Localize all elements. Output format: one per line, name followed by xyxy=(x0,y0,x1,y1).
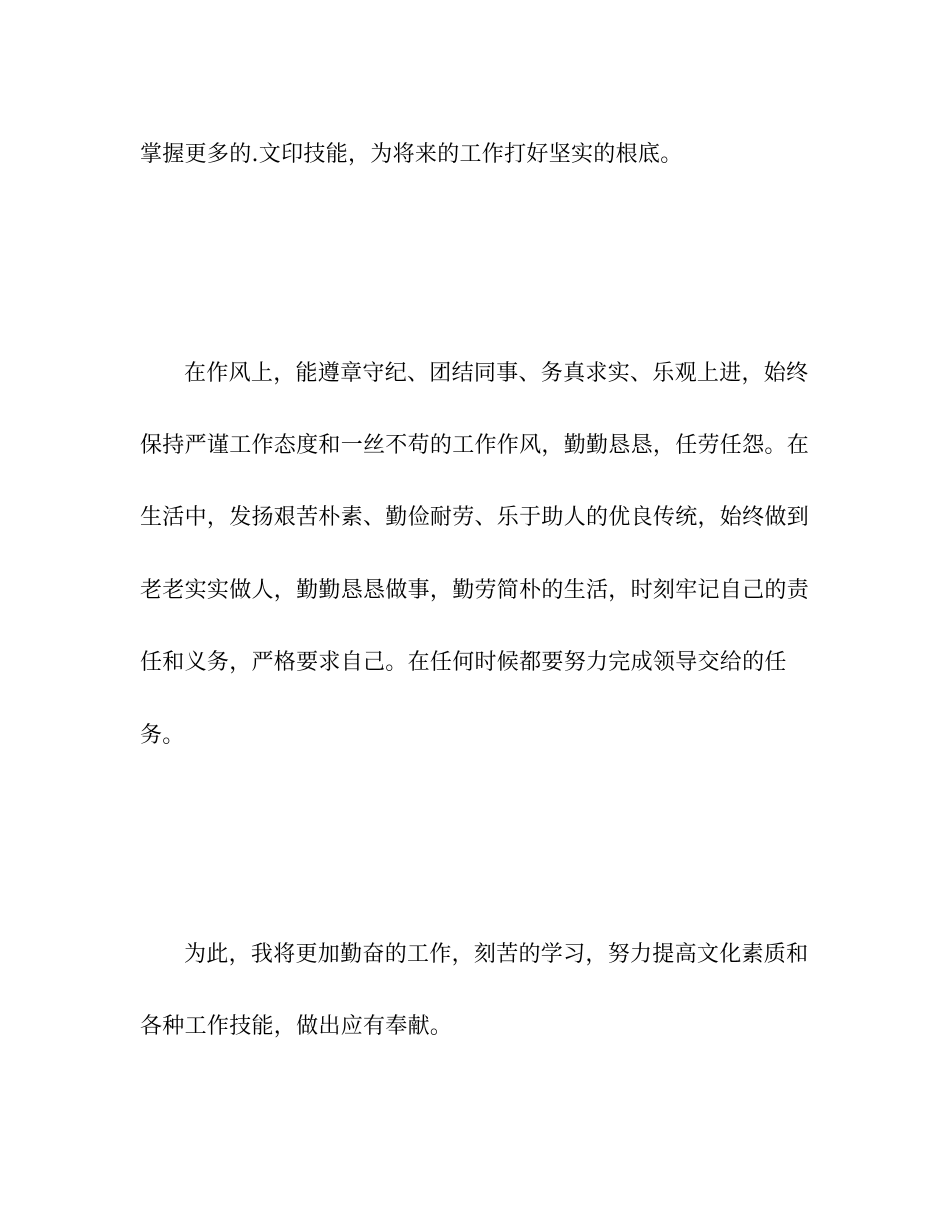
paragraph-3-line-2: 各种工作技能，做出应有奉献。 xyxy=(140,1014,453,1039)
paragraph-2-line-1: 在作风上，能遵章守纪、团结同事、务真求实、乐观上进，始终 xyxy=(184,361,809,386)
paragraph-2-line-5: 任和义务，严格要求自己。在任何时候都要努力完成领导交给的任 xyxy=(140,650,787,675)
paragraph-2-line-2: 保持严谨工作态度和一丝不苟的工作作风，勤勤恳恳，任劳任怨。在 xyxy=(140,433,810,458)
paragraph-2-line-4: 老老实实做人，勤勤恳恳做事，勤劳简朴的生活，时刻牢记自己的责 xyxy=(140,578,810,603)
paragraph-1-line-1: 掌握更多的.文印技能，为将来的工作打好坚实的根底。 xyxy=(140,142,683,167)
paragraph-3-line-1: 为此，我将更加勤奋的工作，刻苦的学习，努力提高文化素质和 xyxy=(184,942,809,967)
paragraph-2-line-6: 务。 xyxy=(140,723,185,748)
paragraph-2-line-3: 生活中，发扬艰苦朴素、勤俭耐劳、乐于助人的优良传统，始终做到 xyxy=(140,505,810,530)
